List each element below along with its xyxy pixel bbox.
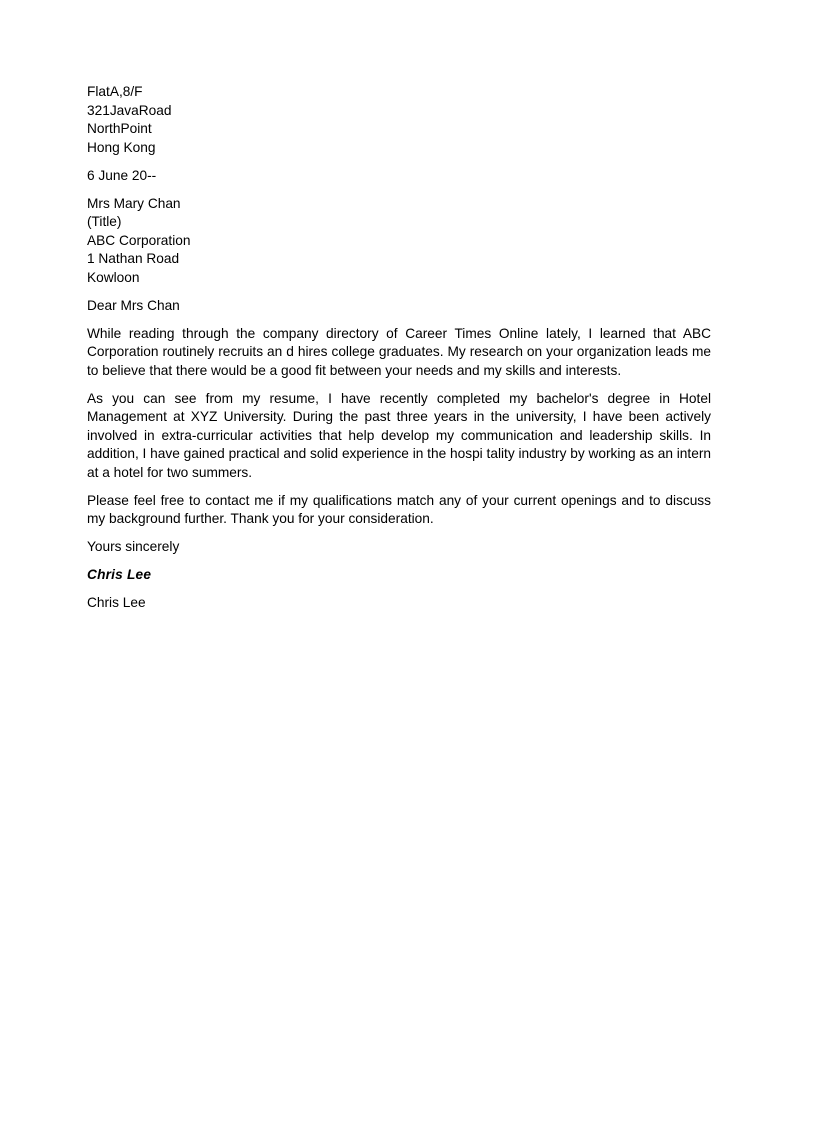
signature-block bbox=[87, 566, 711, 585]
body-paragraph: While reading through the company directory of Career Times Online lately, I learned that ABC Corporation routinely recruits an d hires college graduates. My research on your organization leads me to believe that there would be a good fit between your needs and my skills and interests. bbox=[87, 325, 711, 378]
sender-address-block bbox=[87, 83, 711, 157]
sender-address-line: Hong Kong bbox=[87, 139, 156, 155]
body-paragraph: Please feel free to contact me if my qualifications match any of your current openings and to discuss my background further. Thank you for your consideration. bbox=[87, 492, 711, 526]
cover-letter-document bbox=[87, 83, 711, 622]
body-paragraph: As you can see from my resume, I have recently completed my bachelor's degree in Hotel Management at XYZ University. During the past three years in the university, I have been actively involved in extra-curricular activities that help develop my communication and leadership skills. In addition, I have gained practical and solid experience in the hospi tality industry by working as an intern at a hotel for two summers. bbox=[87, 390, 711, 480]
salutation-block bbox=[87, 297, 711, 316]
typed-name: Chris Lee bbox=[87, 595, 146, 610]
salutation: Dear Mrs Chan bbox=[87, 297, 180, 313]
typed-name-block bbox=[87, 594, 711, 613]
recipient-address-block bbox=[87, 195, 711, 288]
recipient-line: 1 Nathan Road bbox=[87, 251, 180, 266]
closing: Yours sincerely bbox=[87, 539, 180, 554]
recipient-line: Kowloon bbox=[87, 269, 140, 285]
sender-address-line: NorthPoint bbox=[87, 121, 152, 136]
date-line: 6 June 20-- bbox=[87, 167, 157, 183]
handwritten-signature: Chris Lee bbox=[87, 567, 152, 582]
closing-block bbox=[87, 538, 711, 557]
recipient-line: Mrs Mary Chan bbox=[87, 195, 181, 211]
date-block bbox=[87, 167, 711, 186]
sender-address-line: 321JavaRoad bbox=[87, 102, 172, 118]
recipient-line: (Title) bbox=[87, 214, 122, 229]
recipient-line: ABC Corporation bbox=[87, 232, 191, 248]
sender-address-line: FlatA,8/F bbox=[87, 84, 143, 99]
